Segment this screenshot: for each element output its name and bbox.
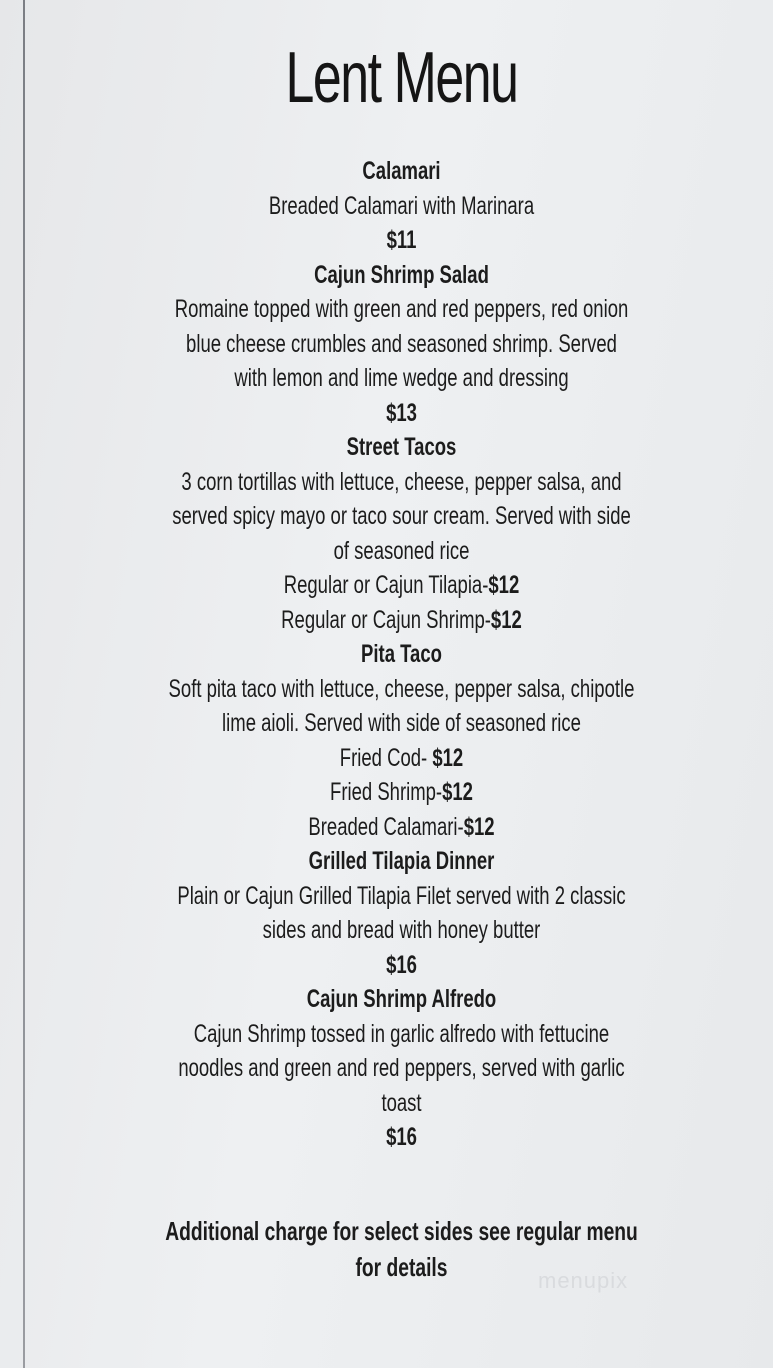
- menu-item-description: Romaine topped with green and red peppers, red onion: [174, 295, 629, 323]
- menu-item-price: $16: [386, 950, 417, 979]
- menu-item-name: Pita Taco: [361, 640, 442, 668]
- option-label: Breaded Calamari-: [308, 812, 464, 841]
- menu-item-name: Cajun Shrimp Salad: [314, 260, 489, 289]
- footer-line: for details: [355, 1251, 448, 1282]
- menu-item: [30, 637, 773, 844]
- page-fold-line: [23, 0, 25, 1368]
- menu-item-description: 3 corn tortillas with lettuce, cheese, pepper salsa, and: [181, 467, 622, 496]
- menu-item-description: of seasoned rice: [333, 536, 470, 565]
- menu-item: [30, 844, 773, 982]
- option-price: $12: [432, 743, 464, 772]
- menu-item-description: Plain or Cajun Grilled Tilapia Filet served with 2 classic: [177, 881, 626, 910]
- menu-item: [30, 258, 773, 431]
- option-label: Fried Cod-: [339, 743, 433, 772]
- menu-item-name: Grilled Tilapia Dinner: [308, 847, 495, 875]
- menu-item-description: sides and bread with honey butter: [262, 916, 541, 944]
- menu-item-option: [127, 603, 677, 638]
- menu-item-description: Breaded Calamari with Marinara: [268, 191, 535, 220]
- menu-content: [30, 0, 773, 1285]
- option-price: $12: [490, 605, 522, 634]
- option-label: Regular or Cajun Tilapia-: [283, 571, 489, 599]
- menu-item-description: served spicy mayo or taco sour cream. Served with side: [172, 502, 631, 530]
- option-label: Regular or Cajun Shrimp-: [281, 605, 491, 634]
- menu-item-price: $13: [386, 398, 417, 427]
- menu-title: Lent Menu: [285, 38, 518, 118]
- option-price: $12: [463, 812, 495, 841]
- menu-item-option: [127, 568, 677, 603]
- footer-line: Additional charge for select sides see regular menu: [165, 1215, 638, 1246]
- menu-item-name: Cajun Shrimp Alfredo: [306, 985, 497, 1013]
- option-price: $12: [488, 571, 520, 599]
- watermark-logo: menupix: [538, 1268, 629, 1293]
- menu-item-price: $11: [386, 226, 417, 254]
- menu-item-description: lime aioli. Served with side of seasoned rice: [222, 709, 581, 737]
- menu-item: [30, 982, 773, 1155]
- menu-item-description: noodles and green and red peppers, served with garlic: [178, 1054, 625, 1082]
- menu-item-option: [127, 741, 677, 776]
- menu-item-option: [127, 810, 677, 845]
- menu-item-description: blue cheese crumbles and seasoned shrimp. Served: [186, 329, 617, 358]
- menu-item-description: toast: [381, 1088, 422, 1117]
- option-label: Fried Shrimp-: [330, 778, 443, 806]
- menu-items: [30, 154, 773, 1155]
- menu-item-price: $16: [386, 1123, 417, 1151]
- menu-item: [30, 430, 773, 637]
- option-price: $12: [442, 778, 473, 806]
- menu-item-description: with lemon and lime wedge and dressing: [234, 364, 569, 392]
- menu-item-name: Street Tacos: [346, 433, 457, 461]
- menu-item-name: Calamari: [362, 157, 441, 185]
- menu-item-option: [127, 775, 677, 810]
- footer-note: [30, 1213, 773, 1285]
- menu-item: [30, 154, 773, 258]
- menu-item-description: Cajun Shrimp tossed in garlic alfredo with fettucine: [193, 1019, 610, 1048]
- menu-item-description: Soft pita taco with lettuce, cheese, pepper salsa, chipotle: [168, 674, 635, 703]
